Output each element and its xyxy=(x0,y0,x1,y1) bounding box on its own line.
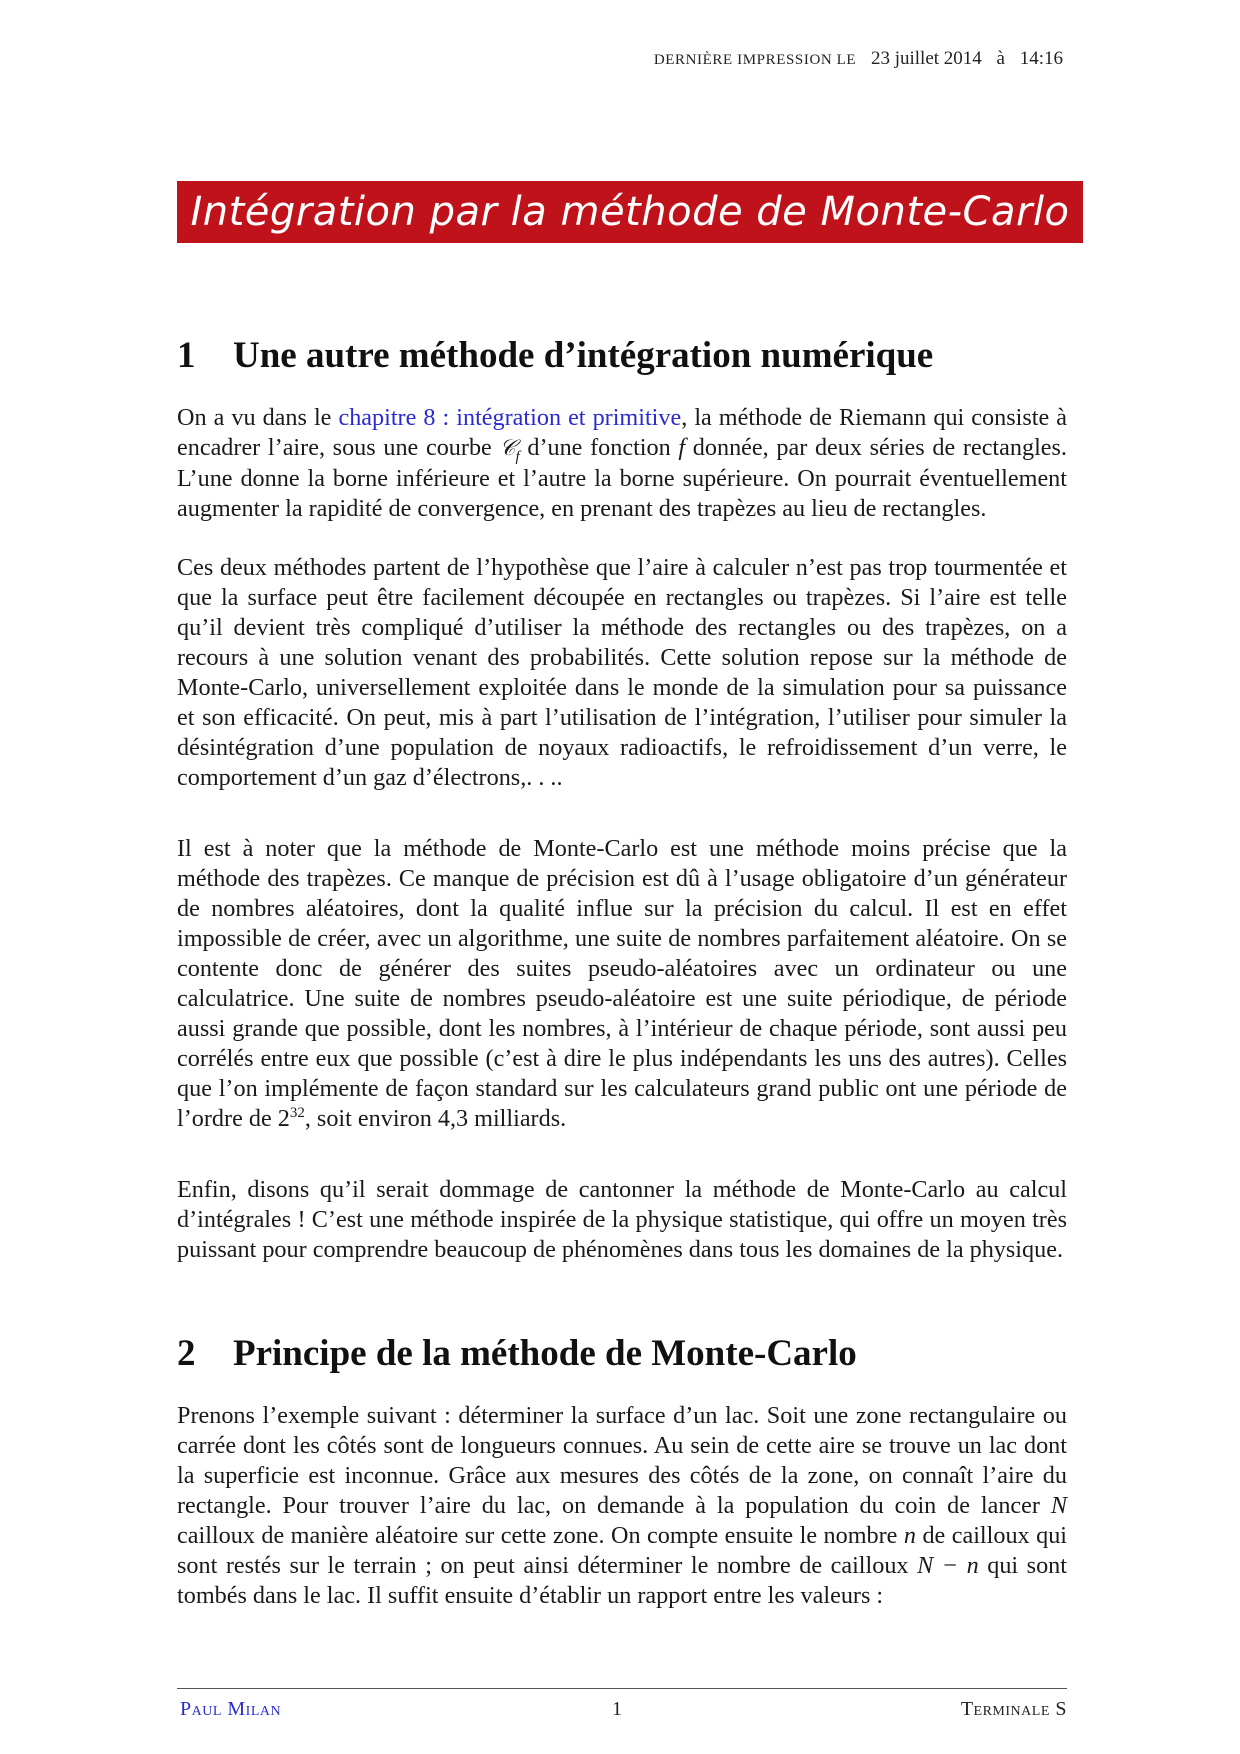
section-1-number: 1 xyxy=(177,335,196,376)
curve-symbol: 𝒞 xyxy=(499,436,516,461)
print-date: 23 juillet 2014 xyxy=(870,48,982,69)
section-2-number: 2 xyxy=(177,1333,196,1374)
text-run: , la méthode de Riemann qui consiste à encadrer l’aire, sous une courbe xyxy=(177,404,1067,461)
function-symbol: f xyxy=(678,434,686,461)
chapter-link[interactable]: chapitre 8 : intégration et primitive xyxy=(338,404,682,431)
section-2-paragraph-1 xyxy=(177,1401,1067,1611)
text-run: qui sont tombés dans le lac. Il suffit ensuite d’établir un rapport entre les valeurs : xyxy=(177,1552,1067,1609)
print-date-header xyxy=(654,48,1063,70)
expression-N-minus-n: N − n xyxy=(917,1552,979,1579)
text-run: Il est à noter que la méthode de Monte-Carlo est une méthode moins précise que la méthode des trapèzes. Ce manque de précision est dû à l’usage obligatoire d’un générateur de nombres aléatoires, dont la qualité influe sur la précision du calcul. Il est en effet impossible de créer, avec un algorithme, une suite de nombres parfaitement aléatoire. On se contente donc de générer des suites pseudo-aléatoires avec un ordinateur ou une calculatrice. Une suite de nombres pseudo-aléatoire est une suite périodique, de période aussi grande que possible, dont les nombres, à l’intérieur de chaque période, sont aussi peu corrélés entre eux que possible (c’est à dire le plus indépendants les uns des autres). Celles que l’on implémente de façon standard sur les calculateurs grand public ont une période de l’ordre de xyxy=(177,835,1067,1132)
print-label: DERNIÈRE IMPRESSION LE xyxy=(653,52,857,68)
var-n: n xyxy=(903,1522,916,1549)
print-time: 14:16 xyxy=(1019,48,1063,69)
print-sep: à xyxy=(996,48,1005,69)
var-N: N xyxy=(1050,1492,1067,1519)
power-base: 2 xyxy=(277,1105,290,1132)
footer-page-number: 1 xyxy=(612,1698,622,1720)
section-2-title: Principe de la méthode de Monte-Carlo xyxy=(233,1333,857,1374)
text-run: , soit environ 4,3 milliards. xyxy=(304,1105,567,1132)
section-1-paragraph-4: Enfin, disons qu’il serait dommage de cantonner la méthode de Monte-Carlo au calcul d’intégrales ! C’est une méthode inspirée de la physique statistique, qui offre un moyen très puissant pour comprendre beaucoup de phénomènes dans tous les domaines de la physique. xyxy=(177,1176,1067,1263)
section-1-paragraph-3 xyxy=(177,834,1067,1134)
curve-subscript: f xyxy=(515,448,520,465)
text-run: donnée, par deux séries de rectangles. L’une donne la borne inférieure et l’autre la borne supérieure. On pourrait éventuellement augmenter la rapidité de convergence, en prenant des trapèzes au lieu de rectangles. xyxy=(177,434,1067,522)
footer-level: Terminale S xyxy=(960,1698,1067,1720)
text-run: On a vu dans le xyxy=(177,404,339,431)
text-run: cailloux de manière aléatoire sur cette zone. On compte ensuite le nombre xyxy=(177,1522,904,1549)
footer-divider xyxy=(177,1688,1067,1689)
section-1-title: Une autre méthode d’intégration numérique xyxy=(233,335,934,376)
section-1-paragraph-1 xyxy=(177,403,1067,524)
document-title: Intégration par la méthode de Monte-Carlo xyxy=(190,189,1070,235)
section-1-heading xyxy=(177,334,933,377)
text-run: de cailloux qui sont restés sur le terrain ; on peut ainsi déterminer le nombre de cailloux xyxy=(177,1522,1068,1579)
section-2-heading xyxy=(177,1332,857,1375)
text-run: Prenons l’exemple suivant : déterminer la surface d’un lac. Soit une zone rectangulaire ou carrée dont les côtés sont de longueurs connues. Au sein de cette aire se trouve un lac dont la superficie est inconnue. Grâce aux mesures des côtés de la zone, on connaît l’aire du rectangle. Pour trouver l’aire du lac, on demande à la population du coin de lancer xyxy=(177,1402,1067,1519)
power-exponent: 32 xyxy=(289,1104,305,1121)
section-1-paragraph-2: Ces deux méthodes partent de l’hypothèse que l’aire à calculer n’est pas trop tourmentée et que la surface peut être facilement découpée en rectangles ou trapèzes. Si l’aire est telle qu’il devient très compliqué d’utiliser la méthode des rectangles ou des trapèzes, on a recours à une solution venant des probabilités. Cette solution repose sur la méthode de Monte-Carlo, universellement exploitée dans le monde de la simulation pour sa puissance et son efficacité. On peut, mis à part l’utilisation de l’intégration, l’utiliser pour simuler la désintégration d’une population de noyaux radioactifs, le refroidissement d’un verre, le comportement d’un gaz d’électrons,. . .. xyxy=(177,554,1067,791)
text-run: d’une fonction xyxy=(519,434,679,461)
footer-author[interactable]: Paul Milan xyxy=(180,1698,282,1720)
document-title-banner xyxy=(177,181,1083,243)
